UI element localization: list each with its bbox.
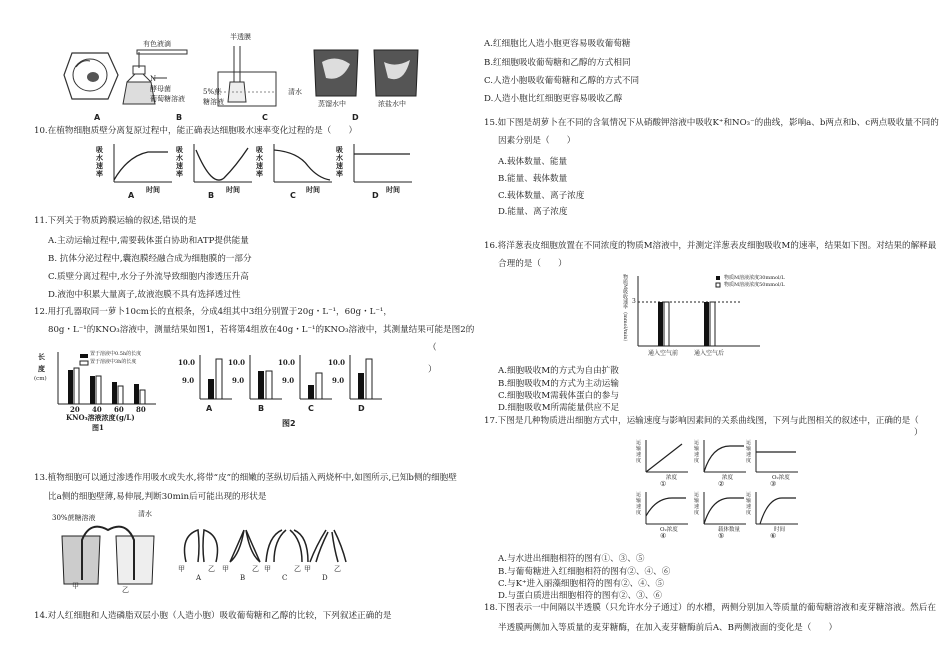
q12-line1: 12.用打孔器取同一萝卜10cm长的直根条，分成4组其中3组分别置于20g・L⁻¹，60g・L⁻¹，: [34, 307, 392, 317]
q17-xlabel-5: 载体数量: [718, 527, 741, 533]
q10-ylabel-c: 吸水速率: [256, 145, 263, 178]
q15-line2: 因素分别是（ ）: [498, 136, 576, 146]
q12-fig2-letter-d: D: [358, 404, 365, 413]
label-water-top: 清水: [288, 88, 302, 96]
q17-num-4: ④: [660, 532, 667, 540]
label-sucrose5-2: 糖溶液: [203, 98, 224, 106]
top-letter-d: D: [352, 113, 359, 122]
q12-fig2-ytick-c1: 10.0: [278, 358, 296, 367]
q12-fig1-legend1: 置于溶液中0.5h的长度: [90, 351, 142, 357]
q10-letter-b: B: [208, 191, 215, 200]
q12-fig1-xtick-80: 80: [136, 405, 146, 414]
q10-graph-b: [188, 142, 258, 192]
q10-xlabel-d: 时间: [386, 185, 400, 194]
q17-num-2: ②: [718, 480, 725, 488]
q12-fig2-ytick-a1: 10.0: [178, 358, 196, 367]
q15-option-c[interactable]: C.载体数量、离子浓度: [498, 191, 585, 201]
q10-letter-c: C: [290, 191, 296, 200]
q12-fig1-caption: 图1: [92, 423, 104, 432]
label-glucose: 葡萄糖溶液: [150, 95, 185, 103]
q17-graph-6: [752, 490, 802, 530]
q12-paren-close: ）: [428, 365, 437, 375]
top-letter-a: A: [94, 113, 101, 122]
q17-xlabel-1: 浓度: [666, 475, 678, 481]
q15-option-a[interactable]: A.载体数量、能量: [498, 157, 568, 167]
q17-ylabel-1: 运输速度: [636, 440, 642, 464]
q17-num-3: ③: [770, 480, 777, 488]
q13-line2: 比a侧的细胞壁薄,易伸展,判断30min后可能出现的形状是: [48, 492, 267, 502]
q18-line2: 半透膜两侧加入等质量的麦芽糖酶，在加入麦芽糖酶前后A、B两侧液面的变化是（ ）: [498, 623, 838, 633]
fig-top-d-beakers: [312, 48, 442, 108]
q12-fig1-xlabel: KNO₃溶液浓度(g/L): [66, 413, 135, 422]
q16-ylabel: 物质M吸收速率（mmol/min）: [622, 274, 628, 345]
q17-ylabel-2: 运输速度: [694, 440, 700, 464]
label-n2: N: [150, 75, 157, 83]
q12-fig1-ylabel1: 长: [38, 352, 45, 361]
q16-ytick: 3: [632, 298, 636, 305]
q13-line1: 13.植物细胞可以通过渗透作用吸水或失水,将带“皮”的细嫩的茎纵切后插入两烧杯中,如图所示,已知b侧的细胞壁: [34, 473, 457, 483]
q10-graph-a: [108, 142, 178, 192]
q12-fig2-ytick-d2: 9.0: [332, 376, 345, 385]
q17-ylabel-5: 运输速度: [694, 492, 700, 516]
q17-xlabel-3: O₂浓度: [772, 475, 790, 481]
q13-c-yi: 乙: [294, 565, 301, 573]
q12-fig1-xtick-40: 40: [92, 405, 102, 414]
q17-graph-3: [752, 438, 802, 478]
q16-option-b[interactable]: B.细胞吸收M的方式为主动运输: [498, 379, 619, 389]
q12-fig2-letter-c: C: [308, 404, 314, 413]
q17-close: ）: [914, 428, 923, 438]
q12-fig1-xtick-60: 60: [114, 405, 124, 414]
q17-num-5: ⑤: [718, 532, 725, 540]
q17-xlabel-4: O₂浓度: [660, 527, 678, 533]
q16-legend1: 物质M溶液浓度30mmol/L: [724, 275, 785, 281]
q16-legend2: 物质M溶液浓度50mmol/L: [724, 282, 785, 288]
q12-fig2-ytick-b2: 9.0: [232, 376, 245, 385]
q13-a-jia: 甲: [178, 565, 185, 573]
q14-option-d[interactable]: D.人造小胞比红细胞更容易吸收乙醇: [484, 94, 623, 104]
q16-line1: 16.将洋葱表皮细胞放置在不同浓度的物质M溶液中，并测定洋葱表皮细胞吸收M的速率，结果如下图。对结果的解释最: [484, 241, 937, 251]
q17-xlabel-6: 时间: [774, 527, 786, 533]
q18-line1: 18.下图表示一中间隔以半透膜（只允许水分子通过）的水槽，两侧分别加入等质量的葡萄糖溶液和麦芽糖溶液。然后在: [484, 603, 936, 613]
q13-option-d-shape[interactable]: [302, 526, 352, 566]
q10-xlabel-a: 时间: [146, 185, 160, 194]
q16-option-a[interactable]: A.细胞吸收M的方式为自由扩散: [498, 366, 619, 376]
q12-fig1-legend2: 置于溶液中3h的长度: [90, 359, 137, 365]
q13-b-yi: 乙: [252, 565, 259, 573]
q13-letter-c: C: [282, 574, 288, 582]
q17-ylabel-3: 运输速度: [746, 440, 752, 464]
q11-stem: 11.下列关于物质跨膜运输的叙述,错误的是: [34, 216, 197, 226]
q17-graph-5: [700, 490, 750, 530]
q13-b-jia: 甲: [222, 565, 229, 573]
q12-fig2-letter-b: B: [258, 404, 265, 413]
label-salt: 浓盐水中: [378, 100, 406, 108]
q17-option-c[interactable]: C.与K⁺进入丽藻细胞相符的图有②、④、⑤: [498, 579, 665, 589]
q13-option-a-shape[interactable]: [176, 526, 226, 566]
q12-fig2-ytick-a2: 9.0: [182, 376, 195, 385]
q10-ylabel-a: 吸水速率: [96, 145, 103, 178]
q13-beakers: [60, 520, 160, 590]
q17-ylabel-6: 运输速度: [746, 492, 752, 516]
q12-fig2-d: [346, 355, 386, 405]
q16-option-d[interactable]: D.细胞吸收M所需能量供应不足: [498, 403, 620, 413]
label-colored-drop: 有色液滴: [143, 40, 171, 48]
label-sucrose5-1: 5%蔗: [203, 88, 222, 96]
q12-line2: 80g・L⁻¹的KNO₃溶液中，测量结果如图1，若将第4组放在40g・L⁻¹的KNO₃溶液中，其测量结果可能是图2的: [48, 325, 475, 335]
q11-option-d[interactable]: D.液泡中积累大量离子,故液泡膜不具有选择透过性: [48, 290, 241, 300]
q17-xlabel-2: 浓度: [722, 475, 734, 481]
q17-option-b[interactable]: B.与葡萄糖进入红细胞相符的图有②、④、⑥: [498, 567, 671, 577]
fig-top-a-cell: [62, 45, 122, 105]
q10-letter-a: A: [128, 191, 135, 200]
q13-c-jia: 甲: [264, 565, 271, 573]
q17-num-1: ①: [660, 480, 667, 488]
q17-graph-4: [642, 490, 692, 530]
q13-letter-b: B: [240, 574, 246, 582]
q12-fig1-ylabel2: 度: [38, 364, 45, 373]
q13-d-jia: 甲: [304, 565, 311, 573]
q12-fig2-ytick-d1: 10.0: [328, 358, 346, 367]
q13-label-water: 清水: [138, 510, 152, 518]
label-yeast: 酵母菌: [150, 85, 171, 93]
label-semi-membrane: 半透膜: [230, 33, 251, 41]
q11-option-a[interactable]: A.主动运输过程中,需要载体蛋白协助和ATP提供能量: [48, 236, 249, 246]
q14-option-b[interactable]: B.红细胞吸收葡萄糖和乙醇的方式相同: [484, 58, 631, 68]
q16-option-c[interactable]: C.细胞吸收M需载体蛋白的参与: [498, 391, 619, 401]
q15-line1: 15.如下图是胡萝卜在不同的含氧情况下从硝酸钾溶液中吸收K⁺和NO₃⁻的曲线，影响a、b两点和b、c两点吸收量不同的: [484, 118, 939, 128]
q13-label-yi: 乙: [122, 586, 129, 594]
q14-option-a[interactable]: A.红细胞比人造小胞更容易吸收葡萄糖: [484, 39, 631, 49]
q17-ylabel-4: 运输速度: [636, 492, 642, 516]
q10-letter-d: D: [372, 191, 379, 200]
q17-option-a[interactable]: A.与水进出细胞相符的图有①、③、⑤: [498, 554, 645, 564]
q10-stem: 10.在植物细胞质壁分离复原过程中，能正确表达细胞吸水速率变化过程的是（ ）: [34, 126, 358, 136]
q13-label-jia: 甲: [72, 582, 79, 590]
q12-fig1-xtick-20: 20: [70, 405, 80, 414]
q10-ylabel-d: 吸水速率: [336, 145, 343, 178]
q13-label-sucrose30: 30%蔗糖溶液: [52, 514, 96, 522]
q12-fig2-caption: 图2: [282, 419, 296, 428]
q16-x2: 通入空气后: [694, 350, 725, 357]
q16-x1: 通入空气前: [648, 350, 679, 357]
top-letter-b: B: [176, 113, 183, 122]
q14-stem: 14.对人红细胞和人造磷脂双层小胞（人造小胞）吸收葡萄糖和乙醇的比较，下列叙述正确的是: [34, 611, 392, 621]
q13-letter-a: A: [196, 574, 202, 582]
q10-ylabel-b: 吸水速率: [176, 145, 183, 178]
q12-paren-open: （: [428, 343, 437, 353]
q12-fig1-ylabel3: (cm): [34, 376, 47, 382]
q13-d-yi: 乙: [334, 565, 341, 573]
q10-xlabel-b: 时间: [226, 185, 240, 194]
q12-fig2-ytick-c2: 9.0: [282, 376, 295, 385]
q14-option-c[interactable]: C.人造小胞吸收葡萄糖和乙醇的方式不同: [484, 76, 640, 86]
q17-option-d[interactable]: D.与蛋白质进出细胞相符的图有②、③、⑥: [498, 591, 663, 601]
q11-option-b[interactable]: B. 抗体分泌过程中,囊泡膜经融合成为细胞膜的一部分: [48, 254, 252, 264]
q16-line2: 合理的是（ ）: [498, 259, 567, 269]
q13-a-yi: 乙: [208, 565, 215, 573]
q17-graph-1: [642, 438, 692, 478]
q15-option-d[interactable]: D.能量、离子浓度: [498, 207, 568, 217]
q10-graph-d: [348, 142, 418, 192]
q17-graph-2: [700, 438, 750, 478]
q12-fig2-ytick-b1: 10.0: [228, 358, 246, 367]
q10-xlabel-c: 时间: [306, 185, 320, 194]
q17-stem: 17.下图是几种物质进出细胞方式中，运输速度与影响因素间的关系曲线图，下列与此图相关的叙述中，正确的是（: [484, 416, 919, 426]
label-distilled: 蒸馏水中: [318, 100, 346, 108]
q12-fig2-letter-a: A: [206, 404, 213, 413]
q11-option-c[interactable]: C.质壁分离过程中,水分子外流导致细胞内渗透压升高: [48, 272, 249, 282]
q13-letter-d: D: [322, 574, 328, 582]
q17-num-6: ⑥: [770, 532, 777, 540]
q10-graph-c: [268, 142, 338, 192]
q15-option-b[interactable]: B.能量、载体数量: [498, 174, 568, 184]
top-letter-c: C: [262, 113, 268, 122]
